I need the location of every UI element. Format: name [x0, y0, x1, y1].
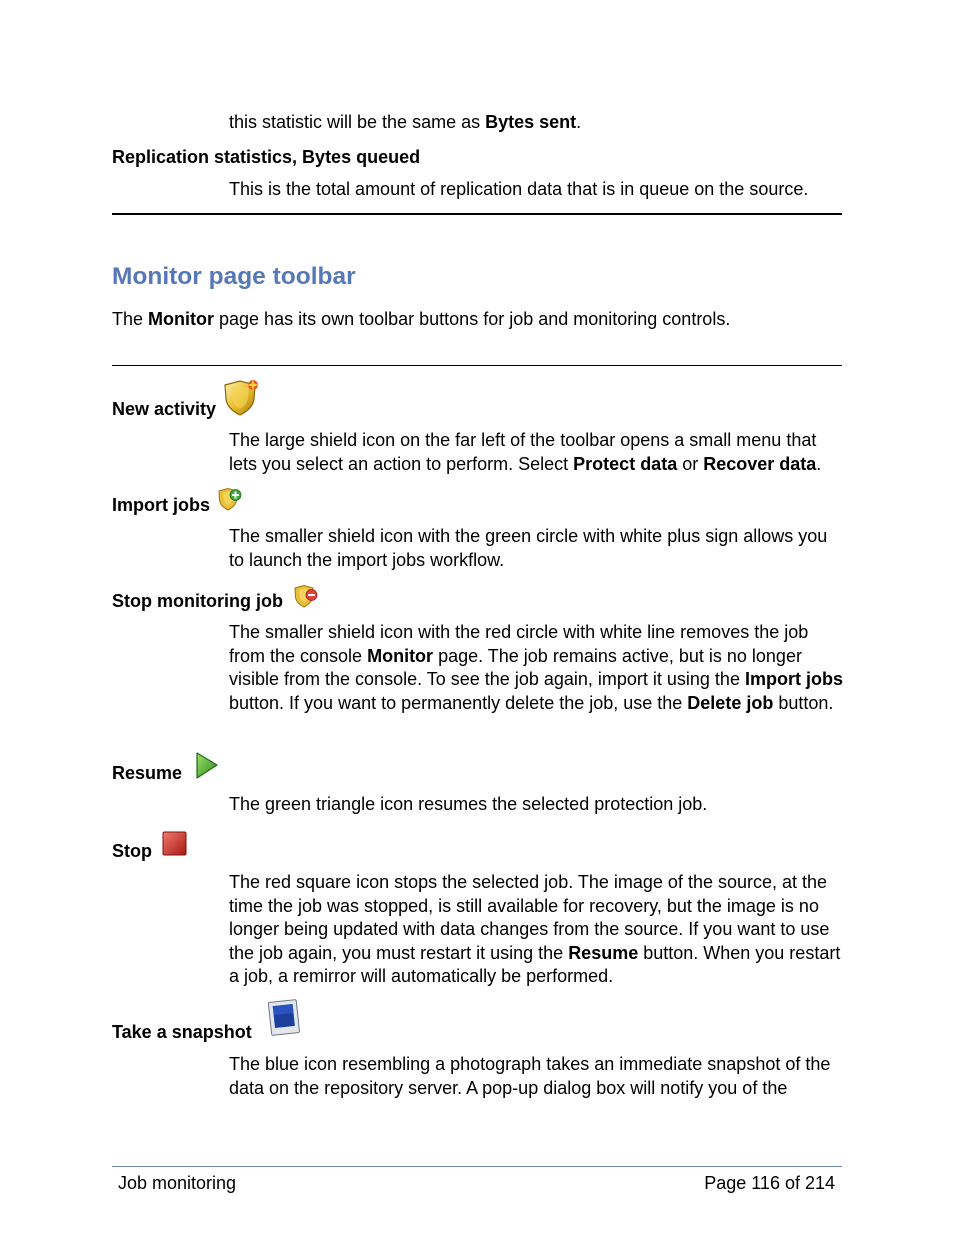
section-heading: Monitor page toolbar [112, 263, 356, 290]
term-take-a-snapshot: Take a snapshot [112, 1022, 252, 1042]
footer-section-name: Job monitoring [118, 1173, 237, 1193]
footer-rule [112, 1166, 842, 1167]
shield-plus-icon [217, 486, 243, 512]
continuation-text: this statistic will be the same as Bytes sent. [229, 112, 582, 132]
term-resume: Resume [112, 763, 183, 783]
term-bytes-queued: Replication statistics, Bytes queued [112, 147, 421, 167]
desc-new-activity: The large shield icon on the far left of the toolbar opens a small menu that lets you select an action to perform. Select Protect data or Recover data. [229, 430, 822, 474]
footer-page-number: Page 116 of 214 [704, 1173, 835, 1193]
play-triangle-icon [194, 751, 220, 781]
table-divider [112, 365, 842, 366]
term-new-activity: New activity [112, 399, 217, 419]
section-intro: The Monitor page has its own toolbar buttons for job and monitoring controls. [112, 309, 731, 329]
photo-snapshot-icon [266, 998, 302, 1038]
shield-star-icon [222, 377, 262, 417]
desc-take-a-snapshot: The blue icon resembling a photograph takes an immediate snapshot of the data on the repository server. A pop-up dialog box will notify you of the [229, 1054, 831, 1098]
term-import-jobs: Import jobs [112, 495, 210, 515]
desc-import-jobs: The smaller shield icon with the green circle with white plus sign allows you to launch the import jobs workflow. [229, 526, 828, 570]
section-divider-thick [112, 213, 842, 215]
stop-square-icon [161, 830, 188, 857]
desc-resume: The green triangle icon resumes the selected protection job. [229, 794, 708, 814]
desc-stop-monitoring-job: The smaller shield icon with the red circle with white line removes the job from the console Monitor page. The job remains active, but is no longer visible from the console. To see the job again, import it using the Import jobs button. If you want to permanently delete the job, use the Delete job button. [229, 622, 843, 713]
desc-bytes-queued: This is the total amount of replication data that is in queue on the source. [229, 179, 809, 199]
desc-stop: The red square icon stops the selected job. The image of the source, at the time the job was stopped, is still available for recovery, but the image is no longer being updated with data changes from the source. If you want to use the job again, you must restart it using the Resume button. When you restart a job, a remirror will automatically be performed. [229, 872, 841, 986]
term-stop: Stop [112, 841, 152, 861]
shield-minus-icon [293, 583, 319, 609]
term-stop-monitoring-job: Stop monitoring job [112, 591, 283, 611]
